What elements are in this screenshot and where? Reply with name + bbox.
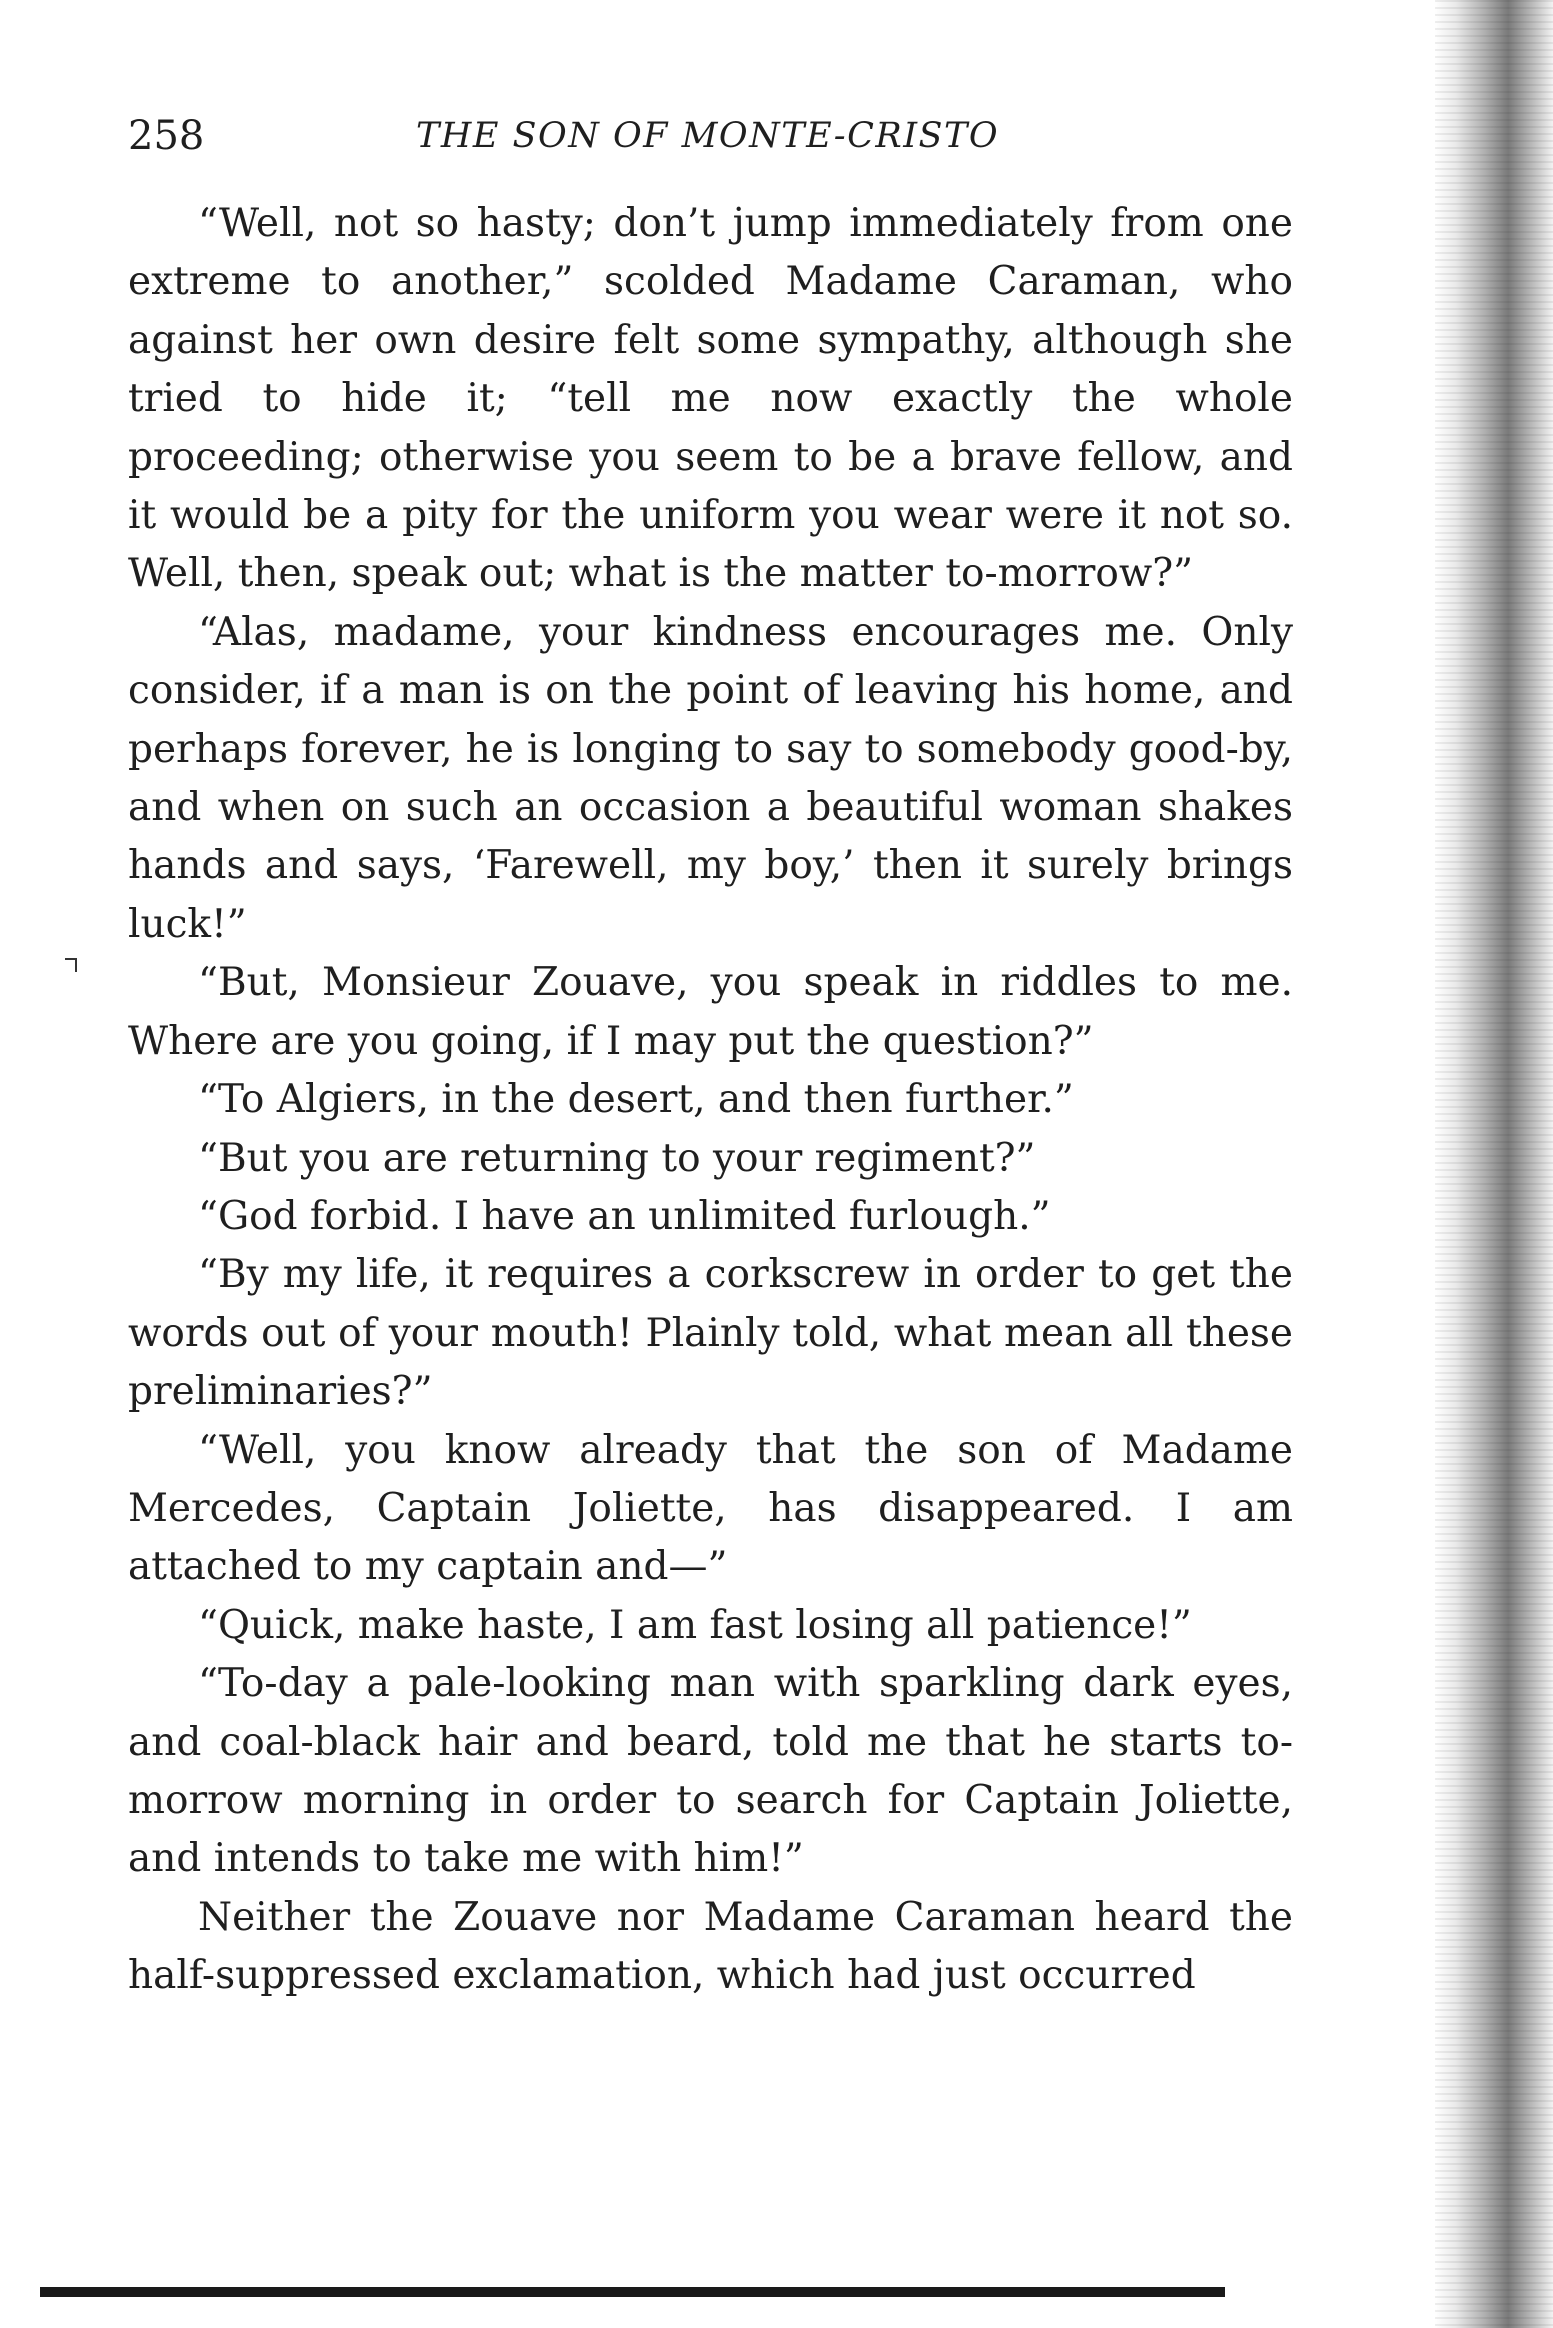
paragraph: Neither the Zouave nor Madame Caraman heard the half-suppressed exclamation, which had just occurred [128, 1894, 1293, 1999]
paragraph: “But, Monsieur Zouave, you speak in riddles to me. Where are you going, if I may put the question?” [128, 960, 1293, 1064]
bottom-rule [40, 2287, 1225, 2297]
paragraph: “To Algiers, in the desert, and then further.” [198, 1077, 1074, 1123]
paragraph: “Quick, make haste, I am fast losing all patience!” [198, 1602, 1192, 1648]
page-number: 258 [128, 113, 205, 159]
paragraph: “Alas, madame, your kindness encourages me. Only consider, if a man is on the point of leaving his home, and perhaps forever, he is longing to say to somebody good-by, and when on such an occasion a beautiful woman shakes hands and says, ‘Farewell, my boy,’ then it surely brings luck!” [128, 609, 1293, 947]
paragraph: “Well, not so hasty; don’t jump immediately from one extreme to another,” scolded Madame Caraman, who against her own desire felt some sympathy, although she tried to hide it; “tell me now exactly the whole proceeding; otherwise you seem to be a brave fellow, and it would be a pity for the uniform you wear were it not so. Well, then, speak out; what is the matter to-morrow?” [128, 201, 1293, 597]
paragraph: “Well, you know already that the son of Madame Mercedes, Captain Joliette, has disappeared. I am attached to my captain and—” [128, 1427, 1293, 1590]
paragraph: “By my life, it requires a corkscrew in order to get the words out of your mouth! Plainly told, what mean all these preliminaries?” [128, 1252, 1293, 1415]
paragraph: “To-day a pale-looking man with sparkling dark eyes, and coal-black hair and beard, told me that he starts to-morrow morning in order to search for Captain Joliette, and intends to take me with him!” [128, 1661, 1293, 1882]
page-edge-texture [1435, 0, 1553, 2328]
body-text [128, 195, 1293, 2006]
running-title: THE SON OF MONTE-CRISTO [416, 116, 1000, 156]
paragraph: “God forbid. I have an unlimited furlough.” [198, 1193, 1051, 1239]
page-header [128, 106, 1293, 166]
paragraph: “But you are returning to your regiment?” [198, 1135, 1036, 1181]
margin-mark [65, 958, 77, 972]
